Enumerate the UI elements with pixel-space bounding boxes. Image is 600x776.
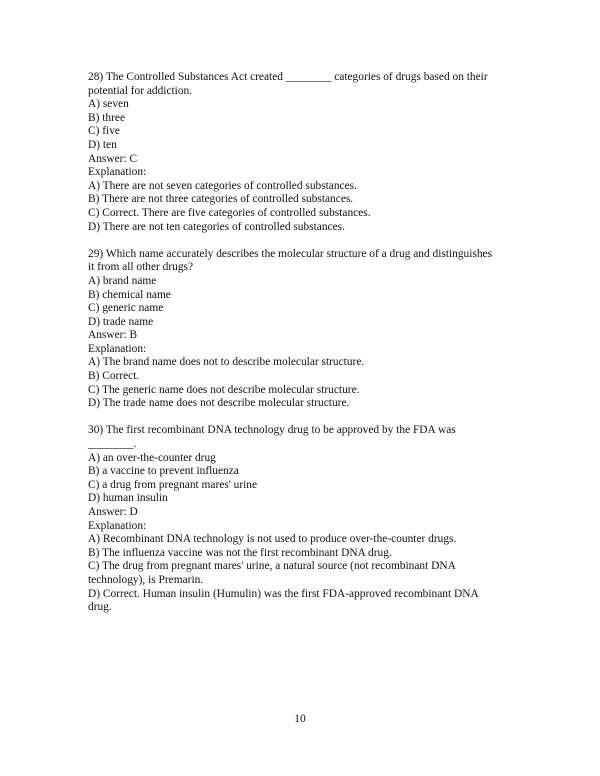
question-list: [88, 71, 518, 628]
question-stem-line: ________.: [88, 438, 137, 451]
question-28: [88, 71, 518, 234]
explanation-label: Explanation:: [88, 342, 147, 355]
explanation-line: A) The brand name does not to describe molecular structure.: [88, 356, 365, 369]
answer-key: Answer: D: [88, 506, 138, 518]
answer-option: C) five: [88, 125, 120, 138]
explanation-line: D) Correct. Human insulin (Humulin) was the first FDA-approved recombinant DNA: [88, 587, 479, 600]
answer-option: B) chemical name: [88, 288, 171, 301]
question-stem-line: 30) The first recombinant DNA technology drug to be approved by the FDA was: [88, 424, 456, 437]
explanation-line: C) The drug from pregnant mares' urine, a natural source (not recombinant DNA: [88, 560, 456, 573]
explanation-line: drug.: [88, 601, 112, 614]
question-stem-line: 28) The Controlled Substances Act created ________ categories of drugs based on their: [88, 71, 488, 83]
explanation-line: A) Recombinant DNA technology is not used to produce over-the-counter drugs.: [88, 533, 457, 546]
explanation-line: B) There are not three categories of controlled substances.: [88, 193, 354, 206]
explanation-line: A) There are not seven categories of controlled substances.: [88, 179, 357, 192]
explanation-line: B) Correct.: [88, 370, 140, 383]
explanation-line: C) The generic name does not describe molecular structure.: [88, 383, 360, 396]
answer-option: D) human insulin: [88, 492, 168, 505]
explanation-label: Explanation:: [88, 166, 147, 179]
explanation-line: D) The trade name does not describe molecular structure.: [88, 397, 350, 410]
answer-option: B) a vaccine to prevent influenza: [88, 465, 239, 478]
question-stem-line: potential for addiction.: [88, 84, 193, 97]
question-stem-line: 29) Which name accurately describes the molecular structure of a drug and distinguishes: [88, 247, 493, 260]
explanation-line: technology), is Premarin.: [88, 573, 204, 586]
answer-option: A) seven: [88, 98, 129, 111]
answer-option: A) an over-the-counter drug: [88, 451, 216, 464]
explanation-line: C) Correct. There are five categories of controlled substances.: [88, 206, 371, 219]
explanation-label: Explanation:: [88, 519, 147, 532]
answer-option: A) brand name: [88, 274, 157, 287]
question-29: [88, 248, 518, 411]
answer-option: D) trade name: [88, 315, 154, 328]
page-number: 10: [294, 713, 306, 725]
answer-key: Answer: C: [88, 152, 138, 165]
question-30: [88, 424, 518, 614]
answer-option: D) ten: [88, 138, 117, 151]
explanation-line: B) The influenza vaccine was not the first recombinant DNA drug.: [88, 546, 392, 559]
answer-option: C) generic name: [88, 302, 164, 315]
answer-key: Answer: B: [88, 329, 138, 342]
question-stem-line: it from all other drugs?: [88, 261, 194, 274]
answer-option: B) three: [88, 111, 126, 124]
explanation-line: D) There are not ten categories of controlled substances.: [88, 220, 345, 233]
answer-option: C) a drug from pregnant mares' urine: [88, 478, 258, 491]
